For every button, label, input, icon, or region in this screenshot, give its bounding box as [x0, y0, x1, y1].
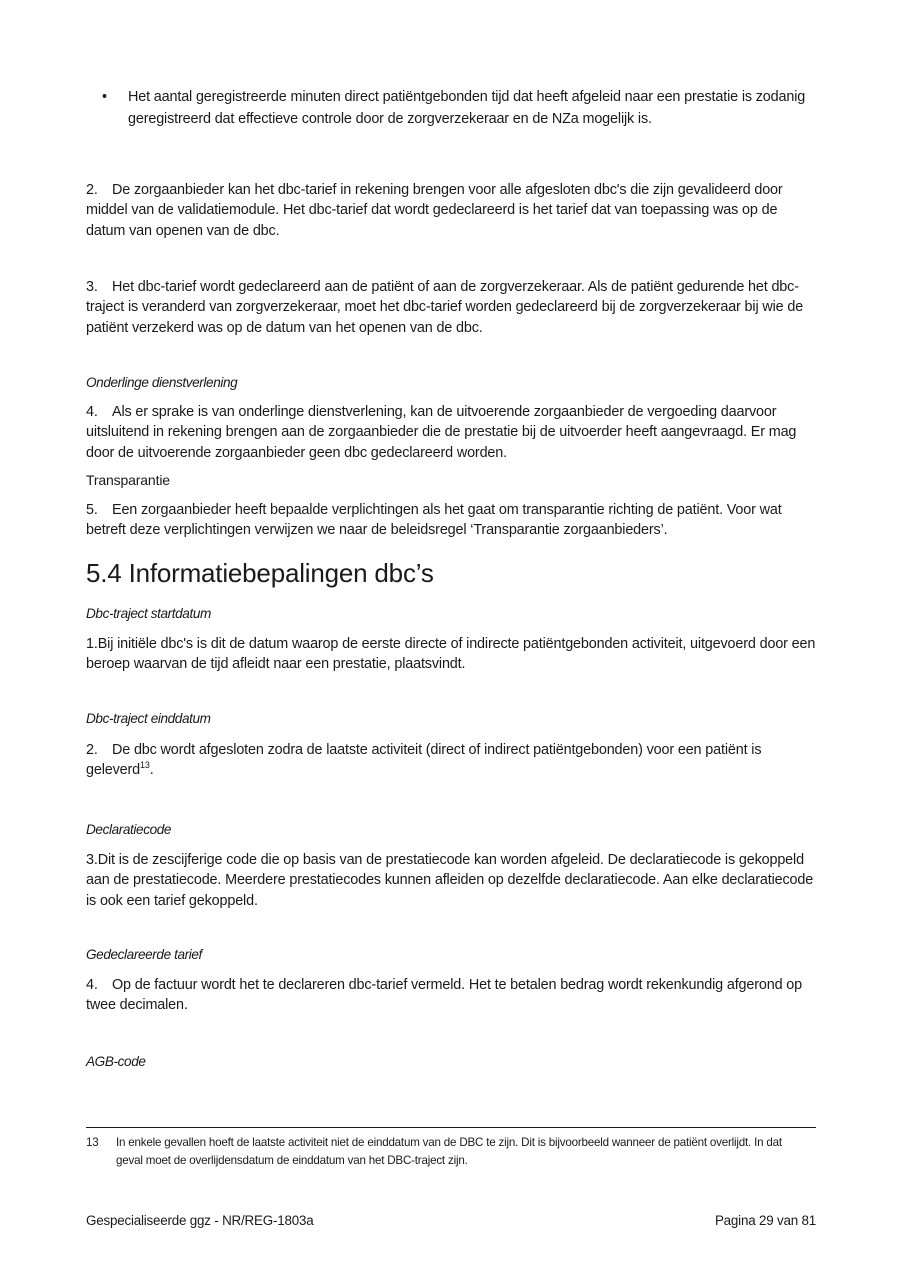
subheading-gedeclareerde-tarief: Gedeclareerde tarief: [86, 947, 202, 962]
paragraph-number: 1.: [86, 636, 98, 652]
footnote-text: In enkele gevallen hoeft de laatste activiteit niet de einddatum van de DBC te zijn. Dit is bijvoorbeeld wanneer de patiënt overlijdt. In dat geval moet de overlijdensdatum de einddatum van het DBC-traject zijn.: [116, 1136, 782, 1167]
footnote-reference[interactable]: 13: [140, 760, 150, 771]
paragraph-4-onderlinge: [86, 402, 816, 463]
bullet-text: Het aantal geregistreerde minuten direct patiëntgebonden tijd dat heeft afgeleid naar een prestatie is zodanig geregistreerd dat effectieve controle door de zorgverzekeraar en de NZa mogelijk is.: [128, 89, 806, 127]
subheading-einddatum: Dbc-traject einddatum: [86, 711, 211, 726]
paragraph-text: De zorgaanbieder kan het dbc-tarief in rekening brengen voor alle afgesloten dbc's die zijn gevalideerd door middel van de validatiemodule. Het dbc-tarief dat wordt gedeclareerd is het tarief dat van toepassing was op de datum van openen van de dbc.: [86, 182, 783, 239]
document-reference: Gespecialiseerde ggz - NR/REG-1803a: [86, 1213, 314, 1228]
paragraph-startdatum: [86, 634, 816, 675]
paragraph-number: 2.: [86, 742, 98, 758]
subheading-declaratiecode: Declaratiecode: [86, 822, 172, 837]
paragraph-2: [86, 180, 816, 241]
footnote-number: 13: [86, 1136, 99, 1149]
paragraph-text: Een zorgaanbieder heeft bepaalde verplichtingen als het gaat om transparantie richting de patiënt. Voor wat betreft deze verplichtingen verwijzen we naar de beleidsregel ‘Transparantie zorgaanbieders’.: [86, 502, 782, 539]
paragraph-number: 5.: [86, 502, 98, 518]
paragraph-number: 3.: [86, 852, 98, 868]
paragraph-gedeclareerde-tarief: [86, 975, 816, 1016]
paragraph-text: Dit is de zescijferige code die op basis van de prestatiecode kan worden afgeleid. De declaratiecode is gekoppeld aan de prestatiecode. Meerdere prestatiecodes kunnen afleiden op dezelfde declaratiecode. Aan elke declaratiecode is ook een tarief gekoppeld.: [86, 852, 814, 909]
paragraph-text: De dbc wordt afgesloten zodra de laatste activiteit (direct of indirect patiëntgebonden) voor een patiënt is geleverd: [86, 742, 762, 779]
paragraph-declaratiecode: [86, 850, 816, 911]
paragraph-text-end: .: [149, 762, 154, 779]
section-title: 5.4 Informatiebepalingen dbc’s: [86, 558, 434, 588]
subheading-agb-code: AGB-code: [86, 1054, 146, 1069]
paragraph-3: [86, 277, 816, 338]
paragraph-number: 4.: [86, 404, 98, 420]
paragraph-text: Het dbc-tarief wordt gedeclareerd aan de patiënt of aan de zorgverzekeraar. Als de patiënt gedurende het dbc-traject is veranderd van zorgverzekeraar, moet het dbc-tarief worden gedeclareerd bij de zorgverzekeraar bij wie de patiënt verzekerd was op de datum van het openen van de dbc.: [86, 279, 804, 336]
paragraph-text: Op de factuur wordt het te declareren dbc-tarief vermeld. Het te betalen bedrag wordt rekenkundig afgerond op twee decimalen.: [86, 977, 803, 1014]
footnote-divider: [86, 1127, 816, 1128]
paragraph-5-transparantie: [86, 500, 816, 541]
paragraph-einddatum: [86, 740, 816, 781]
subheading-startdatum: Dbc-traject startdatum: [86, 606, 211, 621]
paragraph-text: Bij initiële dbc's is dit de datum waarop de eerste directe of indirecte patiëntgebonden activiteit, uitgevoerd door een beroep waarvan de tijd afleidt naar een prestatie, plaatsvindt.: [86, 636, 816, 673]
paragraph-number: 2.: [86, 182, 98, 198]
page-number: Pagina 29 van 81: [714, 1213, 816, 1228]
subheading-onderlinge: Onderlinge dienstverlening: [86, 375, 238, 390]
bullet-icon: •: [102, 89, 107, 105]
paragraph-number: 3.: [86, 279, 98, 295]
subheading-transparantie: Transparantie: [86, 472, 170, 488]
paragraph-text: Als er sprake is van onderlinge dienstverlening, kan de uitvoerende zorgaanbieder de vergoeding daarvoor uitsluitend in rekening brengen aan de zorgaanbieder die de prestatie bij de uitvoerder heeft aangevraagd. Er mag door de uitvoerende zorgaanbieder geen dbc gedeclareerd worden.: [86, 404, 797, 461]
paragraph-number: 4.: [86, 977, 98, 993]
